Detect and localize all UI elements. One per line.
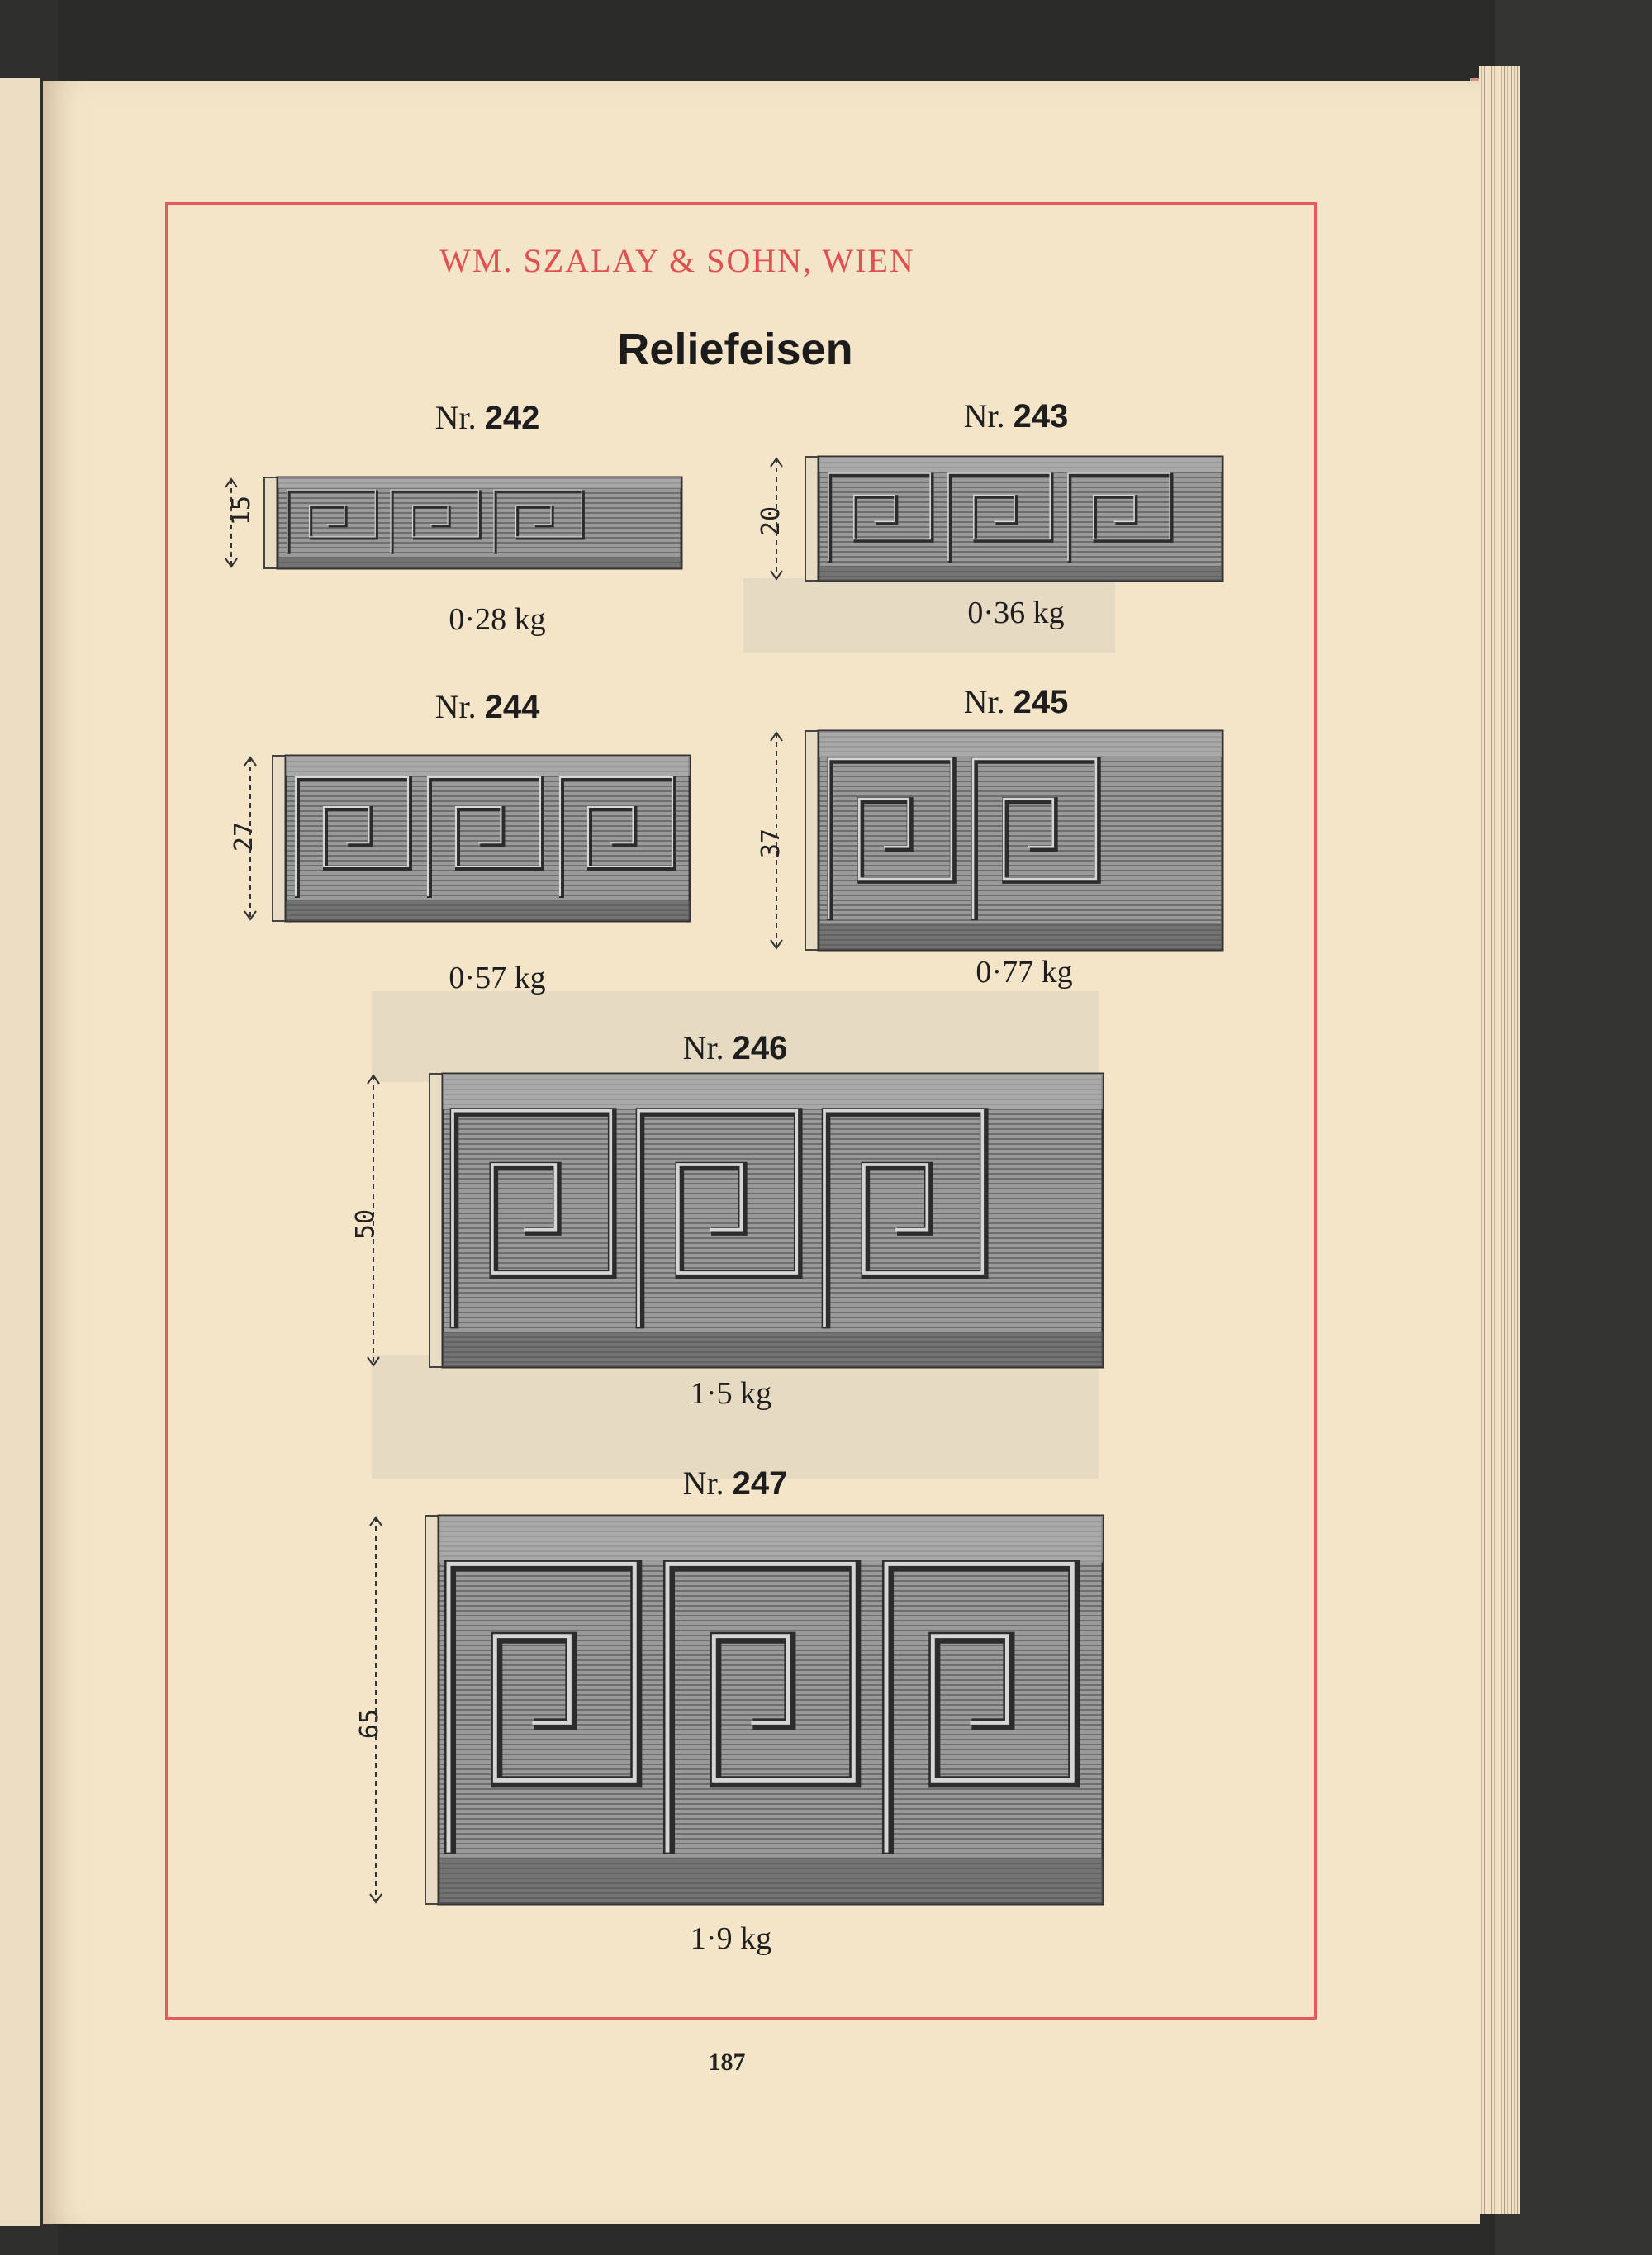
item-number-245 bbox=[892, 682, 1140, 721]
item-number-value: 242 bbox=[484, 400, 540, 436]
iron-top-band bbox=[286, 756, 690, 776]
weight-246: 1·5 kg bbox=[690, 1376, 772, 1411]
weight-243: 0·36 kg bbox=[967, 596, 1065, 630]
dimension-line bbox=[238, 756, 263, 921]
dimension-line bbox=[363, 1516, 388, 1904]
iron-top-band bbox=[443, 1074, 1103, 1109]
item-number-244 bbox=[363, 687, 611, 726]
relief-iron-246 bbox=[430, 1074, 1103, 1367]
page-title: Reliefeisen bbox=[617, 325, 853, 374]
item-number-prefix: Nr. bbox=[682, 1465, 724, 1502]
weight-247: 1·9 kg bbox=[690, 1921, 772, 1956]
iron-top-band bbox=[819, 457, 1222, 472]
iron-end-cap bbox=[273, 756, 286, 921]
iron-end-cap bbox=[805, 457, 819, 581]
relief-iron-243 bbox=[805, 457, 1222, 581]
iron-bottom-band bbox=[443, 1332, 1103, 1367]
iron-bottom-band bbox=[286, 901, 690, 921]
dimension-label-242: 15 bbox=[227, 495, 256, 526]
dimension-line bbox=[764, 731, 789, 950]
dimension-line bbox=[361, 1074, 386, 1367]
page-header: WM. SZALAY & SOHN, WIEN bbox=[439, 242, 915, 279]
item-number-value: 246 bbox=[732, 1030, 788, 1066]
iron-end-cap bbox=[805, 731, 819, 950]
weight-245: 0·77 kg bbox=[976, 955, 1073, 990]
iron-bottom-band bbox=[439, 1858, 1103, 1904]
iron-end-cap bbox=[264, 477, 278, 568]
iron-bottom-band bbox=[278, 558, 681, 568]
dimension-label-247: 65 bbox=[355, 1708, 384, 1740]
relief-iron-247 bbox=[425, 1516, 1103, 1904]
iron-top-band bbox=[819, 731, 1222, 757]
iron-end-cap bbox=[430, 1074, 443, 1367]
item-number-247 bbox=[611, 1464, 859, 1503]
item-number-prefix: Nr. bbox=[963, 397, 1005, 434]
item-number-prefix: Nr. bbox=[434, 688, 477, 725]
relief-iron-245 bbox=[805, 731, 1222, 950]
iron-top-band bbox=[278, 477, 681, 488]
iron-top-band bbox=[439, 1516, 1103, 1562]
item-number-242 bbox=[363, 398, 611, 437]
item-number-246 bbox=[611, 1028, 859, 1067]
page-number: 187 bbox=[708, 2048, 746, 2076]
dimension-label-246: 50 bbox=[351, 1208, 380, 1240]
relief-iron-244 bbox=[273, 756, 690, 921]
iron-end-cap bbox=[425, 1516, 439, 1904]
item-number-243 bbox=[892, 396, 1140, 435]
item-number-value: 247 bbox=[732, 1465, 788, 1502]
dimension-label-244: 27 bbox=[230, 821, 259, 852]
item-number-prefix: Nr. bbox=[434, 399, 477, 436]
iron-bottom-band bbox=[819, 923, 1222, 950]
item-number-prefix: Nr. bbox=[682, 1029, 724, 1066]
dimension-line bbox=[219, 477, 244, 568]
dimension-label-243: 20 bbox=[757, 506, 786, 537]
iron-bottom-band bbox=[819, 566, 1222, 581]
item-number-value: 244 bbox=[484, 689, 540, 725]
weight-242: 0·28 kg bbox=[449, 602, 546, 637]
iron-body bbox=[443, 1074, 1103, 1367]
left-page-edge bbox=[0, 78, 40, 2226]
page-edges bbox=[1479, 66, 1520, 2214]
item-number-prefix: Nr. bbox=[963, 683, 1005, 720]
dimension-label-245: 37 bbox=[757, 828, 786, 859]
relief-iron-242 bbox=[264, 477, 681, 568]
dimension-line bbox=[764, 457, 789, 581]
item-number-value: 245 bbox=[1013, 684, 1069, 720]
item-number-value: 243 bbox=[1013, 398, 1069, 434]
weight-244: 0·57 kg bbox=[449, 961, 546, 995]
